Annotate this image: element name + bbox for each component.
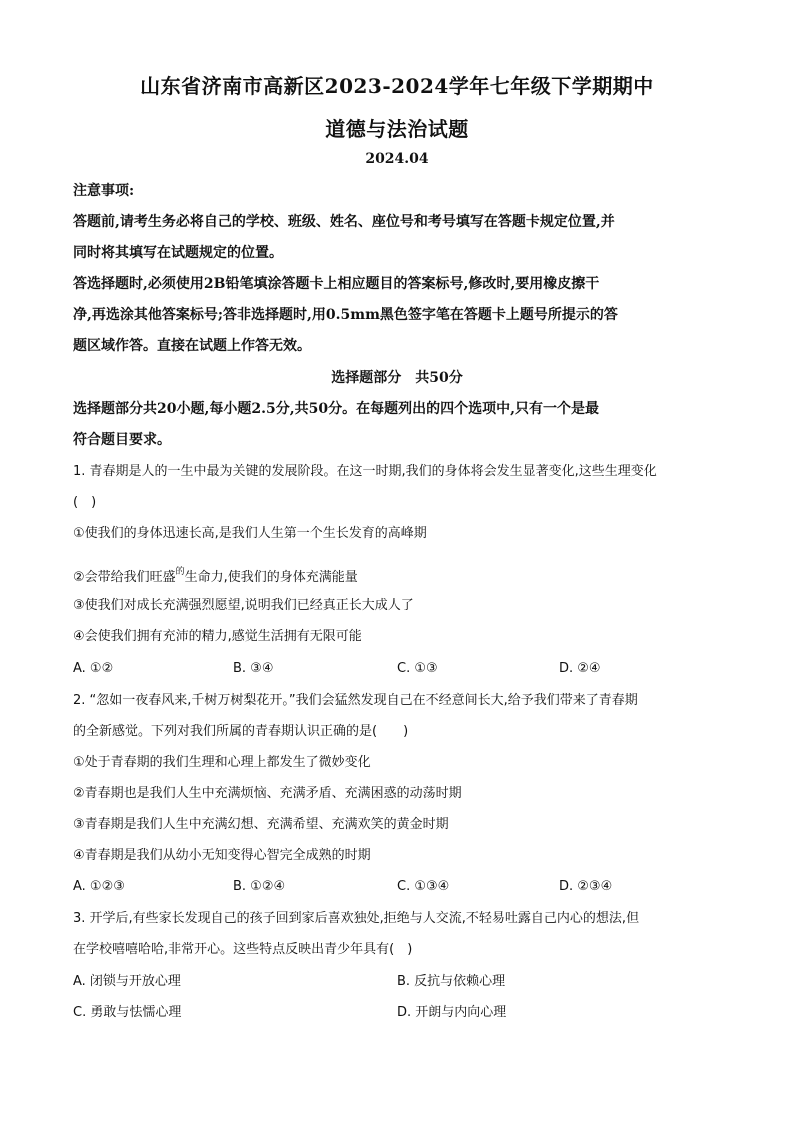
question-2-stem: 的全新感觉。下列对我们所属的青春期认识正确的是( ): [73, 724, 409, 739]
question-1-stem: 1. 青春期是人的一生中最为关键的发展阶段。在这一时期,我们的身体将会发生显著变化,这些生理变化: [73, 464, 657, 479]
q2-option-c[interactable]: C. ①③④: [397, 879, 450, 894]
q1-statement: [73, 562, 723, 588]
q2-option-d[interactable]: D. ②③④: [559, 879, 613, 894]
q1-statement: ①使我们的身体迅速长高,是我们人生第一个生长发育的高峰期: [73, 526, 427, 541]
q1-statement: ③使我们对成长充满强烈愿望,说明我们已经真正长大成人了: [73, 598, 414, 613]
q2-statement: ③青春期是我们人生中充满幻想、充满希望、充满欢笑的黄金时期: [73, 817, 449, 832]
question-1-stem: ( ): [73, 495, 97, 510]
exam-date: 2024.04: [365, 151, 429, 167]
q2-option-b[interactable]: B. ①②④: [233, 879, 286, 894]
superscript-char: 的: [175, 567, 185, 577]
q1-statement-part: 生命力,使我们的身体充满能量: [184, 570, 358, 585]
exam-subtitle: 道德与法治试题: [325, 117, 469, 141]
q3-option-c[interactable]: C. 勇敢与怯懦心理: [73, 1005, 182, 1020]
q1-statement: ④会使我们拥有充沛的精力,感觉生活拥有无限可能: [73, 629, 362, 644]
q2-statement: ②青春期也是我们人生中充满烦恼、充满矛盾、充满困惑的动荡时期: [73, 786, 462, 801]
q2-option-a[interactable]: A. ①②③: [73, 879, 125, 894]
question-3-stem: 3. 开学后,有些家长发现自己的孩子回到家后喜欢独处,拒绝与人交流,不轻易吐露自己内心的想法,但: [73, 911, 640, 926]
question-2-stem: 2. “忽如一夜春风来,千树万树梨花开。”我们会猛然发现自己在不经意间长大,给予我们带来了青春期: [73, 693, 638, 708]
q3-option-b[interactable]: B. 反抗与依赖心理: [397, 974, 506, 989]
section-instructions: 符合题目要求。: [73, 432, 171, 448]
notice-line: 答选择题时,必须使用2B铅笔填涂答题卡上相应题目的答案标号,修改时,要用橡皮擦干: [73, 276, 600, 292]
q3-option-a[interactable]: A. 闭锁与开放心理: [73, 974, 181, 989]
q1-statement-part: ②会带给我们旺盛: [73, 570, 176, 585]
q1-option-c[interactable]: C. ①③: [397, 661, 438, 676]
section-heading: 选择题部分 共50分: [331, 370, 463, 386]
q1-option-d[interactable]: D. ②④: [559, 661, 601, 676]
q2-statement: ④青春期是我们从幼小无知变得心智完全成熟的时期: [73, 848, 371, 863]
notice-heading: 注意事项:: [73, 183, 135, 199]
notice-line: 净,再选涂其他答案标号;答非选择题时,用0.5mm黑色签字笔在答题卡上题号所提示的答: [73, 307, 618, 323]
notice-line: 题区域作答。直接在试题上作答无效。: [73, 338, 311, 354]
section-instructions: 选择题部分共20小题,每小题2.5分,共50分。在每题列出的四个选项中,只有一个是最: [73, 401, 599, 417]
question-3-stem: 在学校嘻嘻哈哈,非常开心。这些特点反映出青少年具有( ): [73, 942, 413, 957]
notice-line: 答题前,请考生务必将自己的学校、班级、姓名、座位号和考号填写在答题卡规定位置,并: [73, 214, 615, 230]
notice-line: 同时将其填写在试题规定的位置。: [73, 245, 283, 261]
q3-option-d[interactable]: D. 开朗与内向心理: [397, 1005, 507, 1020]
q1-option-a[interactable]: A. ①②: [73, 661, 114, 676]
exam-title: 山东省济南市高新区2023-2024学年七年级下学期期中: [140, 74, 654, 98]
q1-option-b[interactable]: B. ③④: [233, 661, 274, 676]
q2-statement: ①处于青春期的我们生理和心理上都发生了微妙变化: [73, 755, 371, 770]
